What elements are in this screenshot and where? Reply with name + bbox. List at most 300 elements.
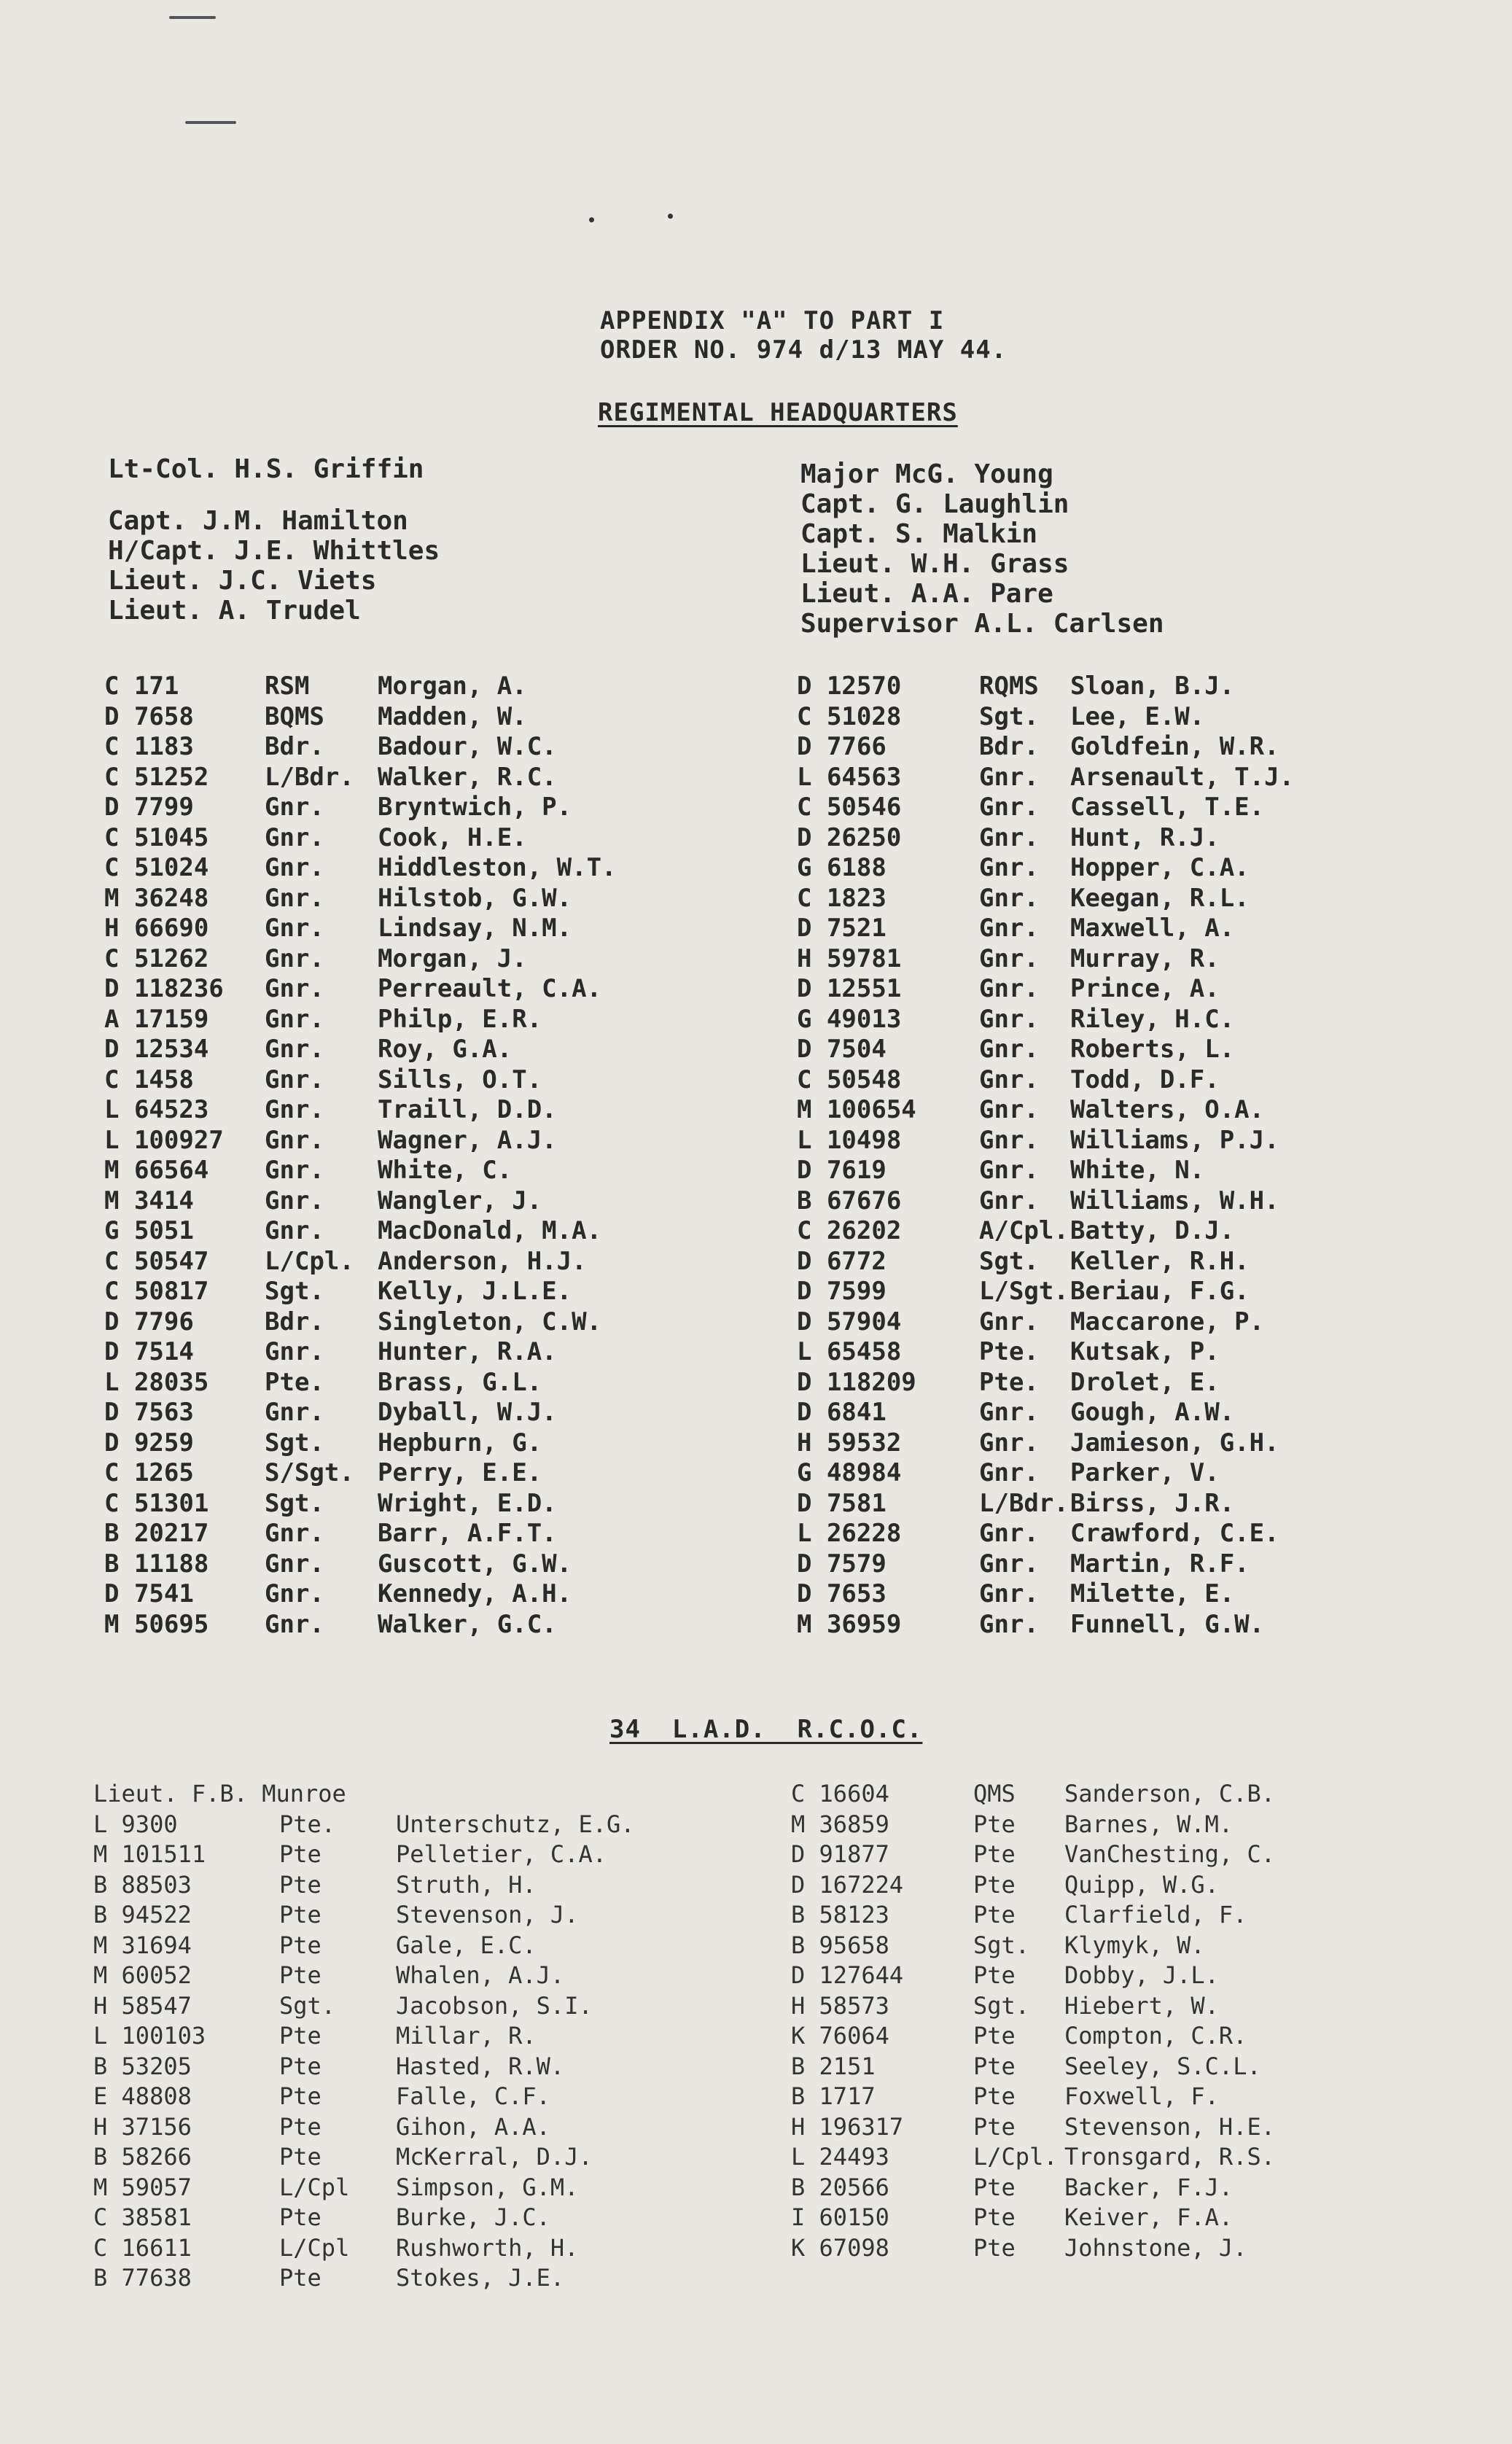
service-number: Lieut. F.B. Munroe xyxy=(93,1780,346,1807)
roster-row xyxy=(791,2173,1447,2203)
roster-row xyxy=(797,1398,1453,1428)
service-number: I 60150 xyxy=(791,2203,889,2231)
rank: Pte. xyxy=(279,1810,336,1838)
rank: Pte xyxy=(279,2143,322,2171)
soldier-name: Barr, A.F.T. xyxy=(378,1519,557,1548)
roster-row xyxy=(797,793,1453,823)
soldier-name: Walters, O.A. xyxy=(1070,1095,1265,1124)
rank: Pte xyxy=(973,1961,1016,1989)
service-number: M 100654 xyxy=(797,1095,916,1124)
service-number: C 50546 xyxy=(797,793,902,822)
officer-line: Lt-Col. H.S. Griffin xyxy=(108,454,424,484)
soldier-name: Keegan, R.L. xyxy=(1070,883,1250,913)
margin-mark xyxy=(169,16,216,19)
roster-row xyxy=(797,914,1453,944)
rank: Sgt. xyxy=(265,1428,324,1458)
rank: Pte xyxy=(279,1901,322,1929)
service-number: C 171 xyxy=(104,672,179,701)
service-number: B 1717 xyxy=(791,2082,876,2110)
roster-row xyxy=(104,1247,746,1277)
rank: Gnr. xyxy=(979,1549,1039,1579)
rank: Gnr. xyxy=(979,914,1039,943)
service-number: C 1823 xyxy=(797,883,886,913)
service-number: K 76064 xyxy=(791,2022,889,2050)
soldier-name: Martin, R.F. xyxy=(1070,1549,1250,1579)
rank: Gnr. xyxy=(979,1035,1039,1064)
soldier-name: Stokes, J.E. xyxy=(396,2264,565,2292)
roster-row xyxy=(104,1126,746,1156)
roster-row xyxy=(797,1247,1453,1277)
rank: Gnr. xyxy=(979,1125,1039,1155)
soldier-name: Roy, G.A. xyxy=(378,1035,513,1064)
service-number: D 91877 xyxy=(791,1840,889,1868)
soldier-name: Williams, P.J. xyxy=(1070,1125,1279,1155)
service-number: H 37156 xyxy=(93,2112,192,2141)
rank: Gnr. xyxy=(265,1004,324,1034)
roster-row xyxy=(791,1840,1447,1870)
roster-row xyxy=(797,1216,1453,1247)
rank: Pte xyxy=(279,2022,322,2050)
service-number: L 26228 xyxy=(797,1519,902,1548)
roster-row xyxy=(791,1900,1447,1931)
soldier-name: Cook, H.E. xyxy=(378,822,527,852)
rank: L/Sgt. xyxy=(979,1277,1069,1306)
roster-row xyxy=(797,974,1453,1005)
officer-line: Capt. S. Malkin xyxy=(800,519,1038,549)
soldier-name: Bryntwich, P. xyxy=(378,793,572,822)
soldier-name: Prince, A. xyxy=(1070,974,1220,1003)
roster-row xyxy=(104,1610,746,1641)
soldier-name: White, N. xyxy=(1070,1156,1205,1185)
roster-row xyxy=(104,672,746,702)
service-number: M 60052 xyxy=(93,1961,192,1989)
roster-row xyxy=(104,914,746,944)
service-number: G 48984 xyxy=(797,1458,902,1487)
soldier-name: Wright, E.D. xyxy=(378,1488,557,1518)
rank: Gnr. xyxy=(265,1579,324,1608)
soldier-name: Drolet, E. xyxy=(1070,1367,1220,1397)
rank: Pte xyxy=(279,2264,322,2292)
rank: Bdr. xyxy=(265,732,324,761)
soldier-name: Walker, R.C. xyxy=(378,762,557,792)
soldier-name: Hiebert, W. xyxy=(1064,1991,1219,2020)
rank: Gnr. xyxy=(265,1156,324,1185)
soldier-name: Perry, E.E. xyxy=(378,1458,542,1487)
soldier-name: Hasted, R.W. xyxy=(396,2052,565,2080)
roster-row xyxy=(791,2112,1447,2143)
soldier-name: Gough, A.W. xyxy=(1070,1398,1235,1427)
rank: Gnr. xyxy=(979,1398,1039,1427)
soldier-name: Hunt, R.J. xyxy=(1070,822,1220,852)
soldier-name: Hiddleston, W.T. xyxy=(378,853,617,882)
soldier-name: Stevenson, J. xyxy=(396,1901,579,1929)
roster-row xyxy=(797,1368,1453,1398)
service-number: D 167224 xyxy=(791,1870,904,1899)
roster-row xyxy=(104,974,746,1005)
soldier-name: Gale, E.C. xyxy=(396,1931,537,1959)
service-number: D 127644 xyxy=(791,1961,904,1989)
soldier-name: Madden, W. xyxy=(378,701,527,731)
service-number: L 100103 xyxy=(93,2022,206,2050)
service-number: L 10498 xyxy=(797,1125,902,1155)
rank: L/Bdr. xyxy=(265,762,354,792)
roster-row xyxy=(104,1337,746,1368)
rank: Sgt. xyxy=(265,1277,324,1306)
rank: Gnr. xyxy=(979,1609,1039,1639)
soldier-name: Simpson, G.M. xyxy=(396,2173,579,2201)
roster-row xyxy=(104,1368,746,1398)
soldier-name: Guscott, G.W. xyxy=(378,1549,572,1579)
rank: Gnr. xyxy=(265,1519,324,1548)
roster-row xyxy=(797,1156,1453,1186)
roster-row xyxy=(93,1961,735,1991)
roster-row xyxy=(104,1579,746,1610)
roster-row xyxy=(791,2203,1447,2233)
soldier-name: McKerral, D.J. xyxy=(396,2143,593,2171)
soldier-name: Cassell, T.E. xyxy=(1070,793,1265,822)
rank: Gnr. xyxy=(265,1398,324,1427)
roster-row xyxy=(797,1579,1453,1610)
soldier-name: Dyball, W.J. xyxy=(378,1398,557,1427)
rank: S/Sgt. xyxy=(265,1458,354,1487)
service-number: H 58573 xyxy=(791,1991,889,2020)
soldier-name: Milette, E. xyxy=(1070,1579,1235,1608)
rank: Sgt. xyxy=(973,1931,1030,1959)
service-number: C 50817 xyxy=(104,1277,209,1306)
soldier-name: Backer, F.J. xyxy=(1064,2173,1234,2201)
roster-row xyxy=(797,823,1453,854)
rank: Pte. xyxy=(979,1367,1039,1397)
soldier-name: Kennedy, A.H. xyxy=(378,1579,572,1608)
rank: Sgt. xyxy=(979,701,1039,731)
roster-row xyxy=(93,1779,735,1810)
soldier-name: Rushworth, H. xyxy=(396,2233,579,2262)
service-number: M 36859 xyxy=(791,1810,889,1838)
soldier-name: Hepburn, G. xyxy=(378,1428,542,1458)
rank: Gnr. xyxy=(265,1065,324,1094)
soldier-name: Williams, W.H. xyxy=(1070,1186,1279,1215)
rank: Gnr. xyxy=(265,1186,324,1215)
rank: Gnr. xyxy=(265,1125,324,1155)
soldier-name: Riley, H.C. xyxy=(1070,1004,1235,1034)
rank: Pte xyxy=(973,2022,1016,2050)
service-number: C 1265 xyxy=(104,1458,194,1487)
officer-line xyxy=(108,484,440,506)
roster-row xyxy=(104,1216,746,1247)
service-number: C 51024 xyxy=(104,853,209,882)
soldier-name: Anderson, H.J. xyxy=(378,1246,587,1276)
rank: Gnr. xyxy=(979,853,1039,882)
service-number: M 36248 xyxy=(104,883,209,913)
roster-row xyxy=(104,1186,746,1217)
officer-line: Lieut. W.H. Grass xyxy=(800,549,1069,579)
officer-line: H/Capt. J.E. Whittles xyxy=(108,536,440,566)
soldier-name: Murray, R. xyxy=(1070,943,1220,973)
soldier-name: Falle, C.F. xyxy=(396,2082,550,2110)
service-number: H 58547 xyxy=(93,1991,192,2020)
soldier-name: Beriau, F.G. xyxy=(1070,1277,1250,1306)
rank: Pte xyxy=(973,2203,1016,2231)
soldier-name: Stevenson, H.E. xyxy=(1064,2112,1275,2141)
roster-row xyxy=(104,944,746,975)
roster-row xyxy=(791,1931,1447,1961)
service-number: D 7599 xyxy=(797,1277,886,1306)
roster-row xyxy=(797,884,1453,914)
soldier-name: Burke, J.C. xyxy=(396,2203,550,2231)
roster-row xyxy=(797,1428,1453,1459)
rank: Gnr. xyxy=(979,1458,1039,1487)
rank: Gnr. xyxy=(265,914,324,943)
service-number: D 26250 xyxy=(797,822,902,852)
service-number: D 7796 xyxy=(104,1307,194,1336)
roster-row xyxy=(797,1095,1453,1126)
soldier-name: Maxwell, A. xyxy=(1070,914,1235,943)
rank: Gnr. xyxy=(979,762,1039,792)
roster-row xyxy=(104,763,746,793)
officers-right xyxy=(800,459,1164,639)
service-number: D 118236 xyxy=(104,974,224,1003)
officer-line: Lieut. A. Trudel xyxy=(108,596,361,626)
roster-row xyxy=(93,1931,735,1961)
rank: Gnr. xyxy=(979,793,1039,822)
rank: Sgt. xyxy=(973,1991,1030,2020)
soldier-name: Birss, J.R. xyxy=(1070,1488,1235,1518)
rank: Gnr. xyxy=(979,1065,1039,1094)
service-number: C 50547 xyxy=(104,1246,209,1276)
service-number: D 12551 xyxy=(797,974,902,1003)
roster-row xyxy=(104,1458,746,1489)
roster-row xyxy=(104,1307,746,1338)
soldier-name: Keller, R.H. xyxy=(1070,1246,1250,1276)
soldier-name: Wagner, A.J. xyxy=(378,1125,557,1155)
service-number: G 5051 xyxy=(104,1216,194,1245)
service-number: B 88503 xyxy=(93,1870,192,1899)
rank: L/Cpl. xyxy=(973,2143,1058,2171)
service-number: C 51252 xyxy=(104,762,209,792)
soldier-name: Lee, E.W. xyxy=(1070,701,1205,731)
soldier-name: Badour, W.C. xyxy=(378,732,557,761)
service-number: C 16604 xyxy=(791,1780,889,1807)
service-number: D 7658 xyxy=(104,701,194,731)
roster-row xyxy=(93,1991,735,2022)
rank: Pte xyxy=(973,1810,1016,1838)
officer-line: Capt. J.M. Hamilton xyxy=(108,506,408,536)
service-number: H 59781 xyxy=(797,943,902,973)
soldier-name: Foxwell, F. xyxy=(1064,2082,1219,2110)
rank: Pte xyxy=(279,2052,322,2080)
rank: Gnr. xyxy=(265,822,324,852)
rank: Gnr. xyxy=(979,974,1039,1003)
service-number: D 6841 xyxy=(797,1398,886,1427)
service-number: A 17159 xyxy=(104,1004,209,1034)
rank: Pte xyxy=(973,2052,1016,2080)
rank: Gnr. xyxy=(265,1549,324,1579)
soldier-name: Millar, R. xyxy=(396,2022,537,2050)
rank: Pte xyxy=(973,2112,1016,2141)
service-number: G 49013 xyxy=(797,1004,902,1034)
service-number: M 101511 xyxy=(93,1840,206,1868)
service-number: B 53205 xyxy=(93,2052,192,2080)
roster-row xyxy=(104,1428,746,1459)
rank: Gnr. xyxy=(265,943,324,973)
service-number: D 9259 xyxy=(104,1428,194,1458)
service-number: B 77638 xyxy=(93,2264,192,2292)
roster-row xyxy=(104,1519,746,1549)
service-number: M 59057 xyxy=(93,2173,192,2201)
roster-row xyxy=(104,853,746,884)
roster-row xyxy=(93,2263,735,2294)
roster-row xyxy=(93,1870,735,1901)
rank: Sgt. xyxy=(265,1488,324,1518)
roster-row xyxy=(797,944,1453,975)
rank: QMS xyxy=(973,1780,1016,1807)
roster-row xyxy=(797,853,1453,884)
soldier-name: Hopper, C.A. xyxy=(1070,853,1250,882)
rank: Pte xyxy=(279,1961,322,1989)
rank: Pte xyxy=(973,2233,1016,2262)
soldier-name: Morgan, A. xyxy=(378,672,527,701)
soldier-name: Gihon, A.A. xyxy=(396,2112,550,2141)
soldier-name: Sills, O.T. xyxy=(378,1065,542,1094)
service-number: C 38581 xyxy=(93,2203,192,2231)
roster-row xyxy=(791,2021,1447,2052)
officer-line: Major McG. Young xyxy=(800,459,1053,489)
roster-row xyxy=(791,1810,1447,1840)
soldier-name: Sloan, B.J. xyxy=(1070,672,1235,701)
service-number: C 1183 xyxy=(104,732,194,761)
service-number: D 7563 xyxy=(104,1398,194,1427)
service-number: B 58123 xyxy=(791,1901,889,1929)
service-number: D 7579 xyxy=(797,1549,886,1579)
service-number: B 20217 xyxy=(104,1519,209,1548)
soldier-name: Johnstone, J. xyxy=(1064,2233,1247,2262)
roster-row xyxy=(93,1840,735,1870)
rank: Gnr. xyxy=(979,1186,1039,1215)
roster-row xyxy=(791,2052,1447,2082)
service-number: C 51301 xyxy=(104,1488,209,1518)
service-number: B 94522 xyxy=(93,1901,192,1929)
rank: Gnr. xyxy=(265,793,324,822)
soldier-name: Roberts, L. xyxy=(1070,1035,1235,1064)
rank: L/Cpl xyxy=(279,2233,350,2262)
rank: Gnr. xyxy=(979,1004,1039,1034)
service-number: D 7766 xyxy=(797,732,886,761)
rank: Gnr. xyxy=(265,1035,324,1064)
service-number: D 57904 xyxy=(797,1307,902,1336)
roster-row xyxy=(797,1065,1453,1096)
rank: Gnr. xyxy=(265,883,324,913)
rank: Gnr. xyxy=(265,853,324,882)
soldier-name: Quipp, W.G. xyxy=(1064,1870,1219,1899)
service-number: C 26202 xyxy=(797,1216,902,1245)
order-number: ORDER NO. 974 d/13 MAY 44. xyxy=(600,335,1008,365)
roster-row xyxy=(93,1900,735,1931)
service-number: M 36959 xyxy=(797,1609,902,1639)
rank: Gnr. xyxy=(979,883,1039,913)
service-number: C 51262 xyxy=(104,943,209,973)
rank: Pte. xyxy=(265,1367,324,1397)
service-number: M 50695 xyxy=(104,1609,209,1639)
service-number: H 66690 xyxy=(104,914,209,943)
rank: Sgt. xyxy=(979,1246,1039,1276)
soldier-name: Compton, C.R. xyxy=(1064,2022,1247,2050)
rank: Pte xyxy=(973,1840,1016,1868)
service-number: D 12570 xyxy=(797,672,902,701)
roster-row xyxy=(93,1810,735,1840)
soldier-name: Maccarone, P. xyxy=(1070,1307,1265,1336)
service-number: D 7504 xyxy=(797,1035,886,1064)
soldier-name: Seeley, S.C.L. xyxy=(1064,2052,1261,2080)
roster-row xyxy=(791,2142,1447,2173)
service-number: C 51045 xyxy=(104,822,209,852)
roster-row xyxy=(104,1277,746,1307)
soldier-name: White, C. xyxy=(378,1156,513,1185)
rank: L/Cpl xyxy=(279,2173,350,2201)
rank: Gnr. xyxy=(265,1609,324,1639)
service-number: L 24493 xyxy=(791,2143,889,2171)
service-number: C 16611 xyxy=(93,2233,192,2262)
stray-mark xyxy=(589,217,594,222)
roster-row xyxy=(791,1991,1447,2022)
rank: Pte xyxy=(279,1870,322,1899)
service-number: D 7799 xyxy=(104,793,194,822)
roster-row xyxy=(797,1610,1453,1641)
rank: Bdr. xyxy=(979,732,1039,761)
service-number: B 20566 xyxy=(791,2173,889,2201)
roster-row xyxy=(104,1035,746,1065)
soldier-name: Pelletier, C.A. xyxy=(396,1840,607,1868)
service-number: D 7653 xyxy=(797,1579,886,1608)
service-number: H 59532 xyxy=(797,1428,902,1458)
roster-row xyxy=(93,2052,735,2082)
rank: Gnr. xyxy=(979,1156,1039,1185)
service-number: D 118209 xyxy=(797,1367,916,1397)
rank: Gnr. xyxy=(979,943,1039,973)
rank: RQMS xyxy=(979,672,1039,701)
rank: A/Cpl. xyxy=(979,1216,1069,1245)
roster-row xyxy=(797,1126,1453,1156)
rank: Sgt. xyxy=(279,1991,336,2020)
soldier-name: Clarfield, F. xyxy=(1064,1901,1247,1929)
soldier-name: Hunter, R.A. xyxy=(378,1337,557,1366)
service-number: L 28035 xyxy=(104,1367,209,1397)
soldier-name: Whalen, A.J. xyxy=(396,1961,565,1989)
service-number: M 3414 xyxy=(104,1186,194,1215)
service-number: D 7521 xyxy=(797,914,886,943)
soldier-name: Unterschutz, E.G. xyxy=(396,1810,635,1838)
roster-row xyxy=(797,1458,1453,1489)
roster-row xyxy=(797,1519,1453,1549)
rank: L/Cpl. xyxy=(265,1246,354,1276)
appendix-title: APPENDIX "A" TO PART I xyxy=(600,306,945,335)
roster-row xyxy=(104,823,746,854)
margin-mark xyxy=(185,121,236,124)
soldier-name: VanChesting, C. xyxy=(1064,1840,1275,1868)
rank: Pte xyxy=(279,2203,322,2231)
soldier-name: Traill, D.D. xyxy=(378,1095,557,1124)
soldier-name: Barnes, W.M. xyxy=(1064,1810,1234,1838)
roster-row xyxy=(797,1549,1453,1580)
rank: Gnr. xyxy=(979,822,1039,852)
rank: Gnr. xyxy=(265,1337,324,1366)
service-number: D 6772 xyxy=(797,1246,886,1276)
rank: L/Bdr. xyxy=(979,1488,1069,1518)
rank: Gnr. xyxy=(265,974,324,1003)
rank: Pte xyxy=(279,2112,322,2141)
soldier-name: Crawford, C.E. xyxy=(1070,1519,1279,1548)
roster-row xyxy=(797,1489,1453,1519)
soldier-name: Tronsgard, R.S. xyxy=(1064,2143,1275,2171)
